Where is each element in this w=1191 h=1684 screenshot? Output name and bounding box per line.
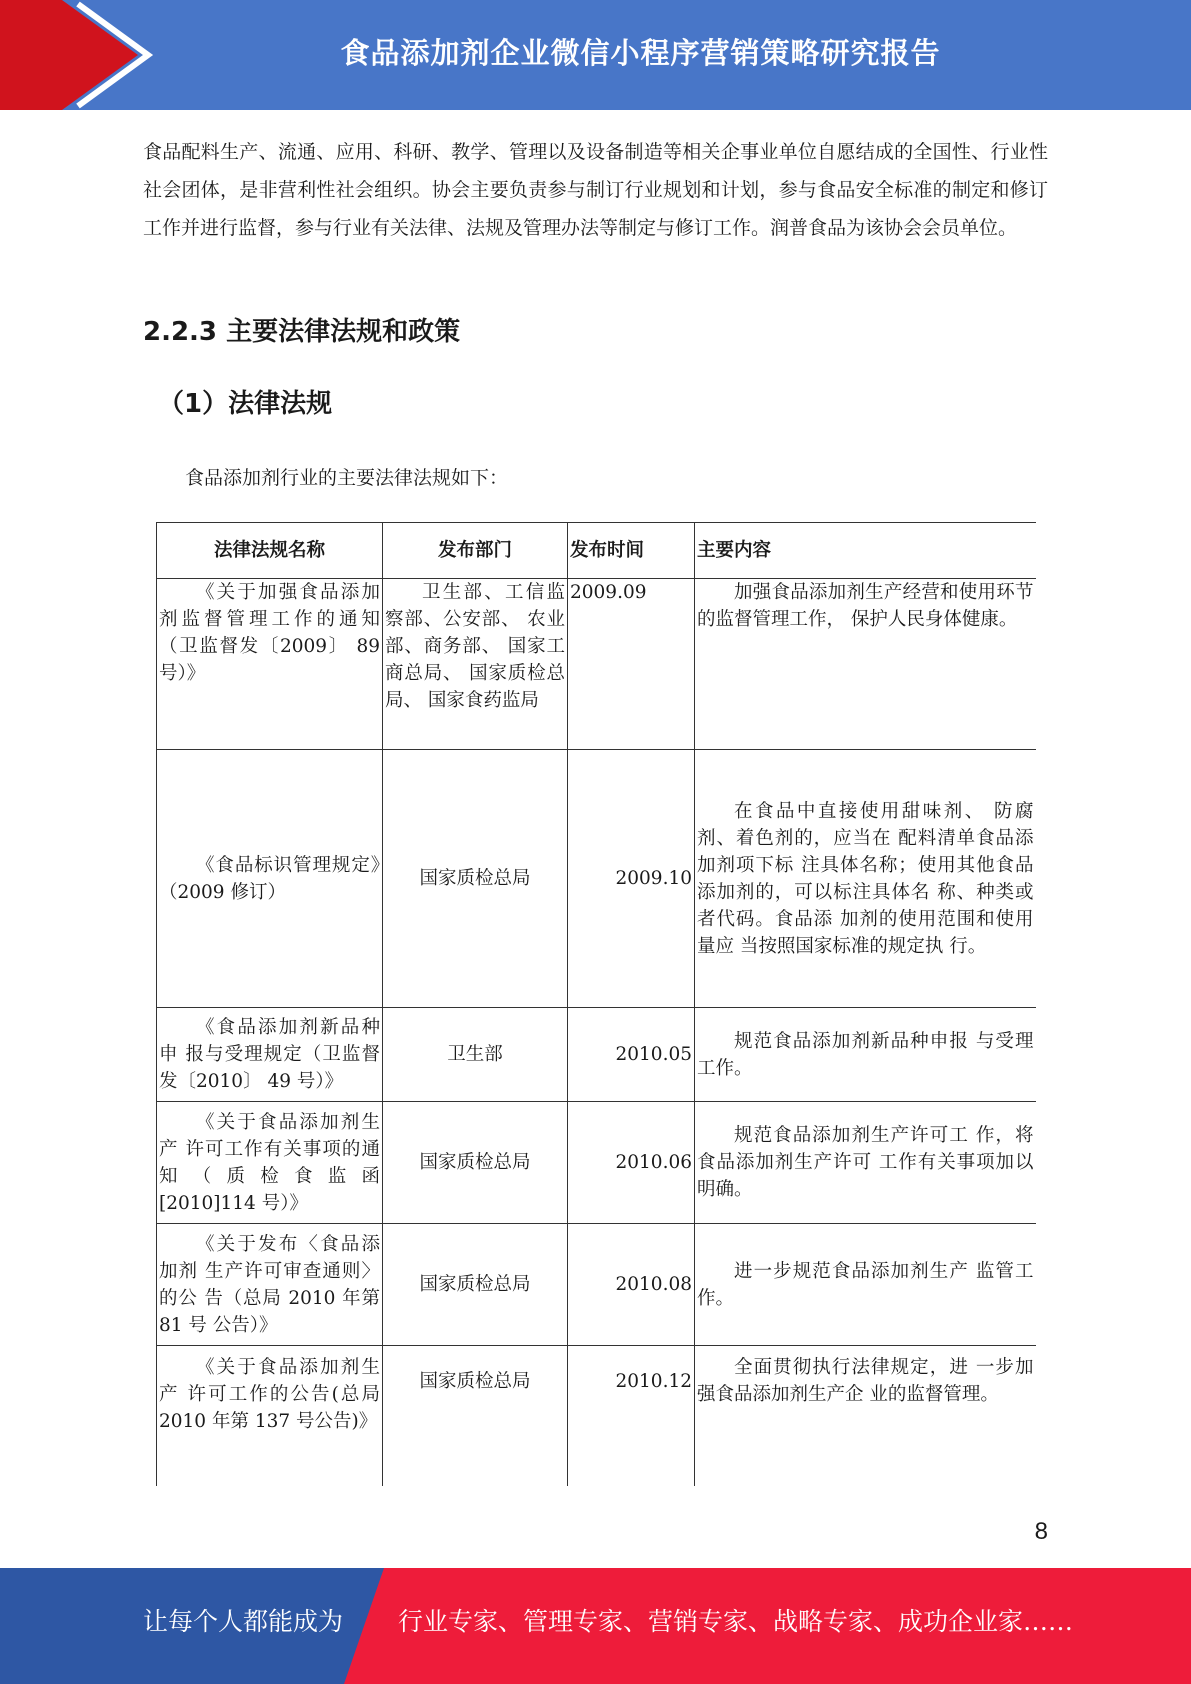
date-cell: 2010.05 (568, 1008, 695, 1102)
content-cell: 加强食品添加剂生产经营和使用环节的监督管理工作， 保护人民身体健康。 (695, 579, 1036, 750)
table-row (157, 1008, 1036, 1102)
law-name-cell: 《关于食品添加剂生产 许可工作的公告(总局 2010 年第 137 号公告)》 (157, 1346, 383, 1487)
department-cell: 国家质检总局 (383, 1102, 568, 1224)
department-cell: 卫生部、工信监察部、公安部、 农业部、商务部、 国家工商总局、 国家质检总局、 国家食药监局 (383, 579, 568, 750)
date-cell: 2010.08 (568, 1224, 695, 1346)
law-name-cell: 《食品标识管理规定》（2009 修订） (157, 750, 383, 1008)
table-row (157, 1346, 1036, 1487)
date-cell: 2009.09 (568, 579, 695, 750)
content-cell: 规范食品添加剂生产许可工 作，将食品添加剂生产许可 工作有关事项加以明确。 (695, 1102, 1036, 1224)
intro-paragraph: 食品配料生产、流通、应用、科研、教学、管理以及设备制造等相关企事业单位自愿结成的全国性、行业性社会团体，是非营利性社会组织。协会主要负责参与制订行业规划和计划，参与食品安全标准的制定和修订工作并进行监督，参与行业有关法律、法规及管理办法等制定与修订工作。润普食品为该协会会员单位。 (143, 141, 1048, 239)
table-header-row (157, 523, 1036, 579)
department-cell: 国家质检总局 (383, 1346, 568, 1487)
header-law-name: 法律法规名称 (157, 523, 383, 579)
sub-heading: （1）法律法规 (158, 389, 333, 419)
table-row (157, 1224, 1036, 1346)
content-cell: 规范食品添加剂新品种申报 与受理工作。 (695, 1008, 1036, 1102)
department-cell: 国家质检总局 (383, 1224, 568, 1346)
law-name-cell: 《关于加强食品添加剂监督管理工作的通知（卫监督发〔2009〕 89 号）》 (157, 579, 383, 750)
table-intro: 食品添加剂行业的主要法律法规如下： (185, 467, 509, 489)
law-name-cell: 《关于发布〈食品添加剂 生产许可审查通则〉的公 告（总局 2010 年第 81 号 公告）》 (157, 1224, 383, 1346)
header-main-content: 主要内容 (695, 523, 1036, 579)
header-department: 发布部门 (383, 523, 568, 579)
footer-slogan-left: 让每个人都能成为 (143, 1607, 344, 1636)
laws-table (156, 522, 1036, 1486)
content-cell: 在食品中直接使用甜味剂、 防腐剂、着色剂的，应当在 配料清单食品添加剂项下标 注具体名称；使用其他食品 添加剂的，可以标注具体名 称、种类或者代码。食品添 加剂的使用范围和使用量应 当按照国家标准的规定执 行。 (695, 750, 1036, 1008)
table-row (157, 750, 1036, 1008)
date-cell: 2010.06 (568, 1102, 695, 1224)
content-cell: 进一步规范食品添加剂生产 监管工作。 (695, 1224, 1036, 1346)
department-cell: 国家质检总局 (383, 750, 568, 1008)
header-title: 食品添加剂企业微信小程序营销策略研究报告 (340, 36, 941, 70)
section-heading: 2.2.3 主要法律法规和政策 (143, 317, 461, 347)
date-cell: 2009.10 (568, 750, 695, 1008)
footer-slogan-right: 行业专家、管理专家、营销专家、战略专家、成功企业家…… (398, 1607, 1074, 1636)
header-release-date: 发布时间 (568, 523, 695, 579)
date-cell: 2010.12 (568, 1346, 695, 1487)
law-name-cell: 《关于食品添加剂生产 许可工作有关事项的通 知（质检食监函[2010]114 号）》 (157, 1102, 383, 1224)
table-row (157, 579, 1036, 750)
page-header (0, 0, 1191, 110)
page-footer (0, 1568, 1191, 1684)
law-name-cell: 《食品添加剂新品种申 报与受理规定（卫监督发〔2010〕 49 号）》 (157, 1008, 383, 1102)
table-row (157, 1102, 1036, 1224)
page-number: 8 (1034, 1518, 1048, 1545)
content-cell: 全面贯彻执行法律规定，进 一步加强食品添加剂生产企 业的监督管理。 (695, 1346, 1036, 1487)
department-cell: 卫生部 (383, 1008, 568, 1102)
